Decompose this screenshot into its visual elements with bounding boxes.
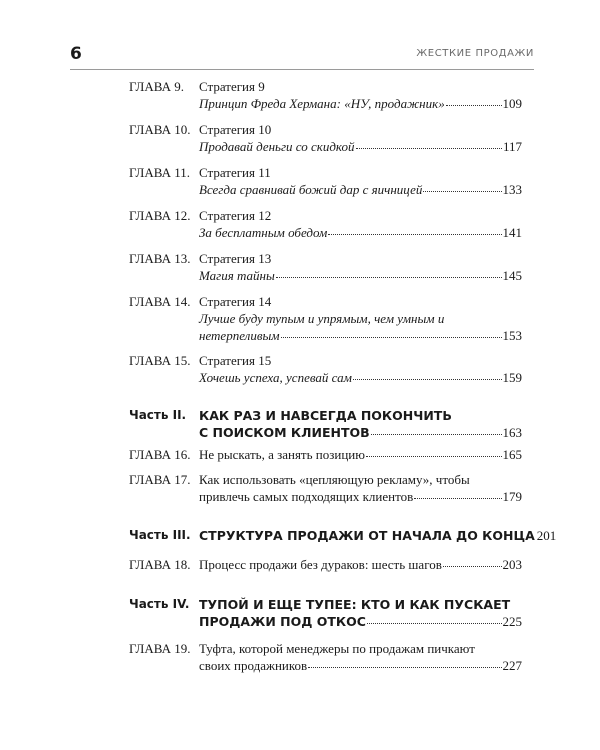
chapter-label: ГЛАВА 17. <box>129 472 191 487</box>
page-ref: 203 <box>502 557 522 572</box>
chapter-subtitle: Всегда сравнивай божий дар с яичницей <box>199 182 423 197</box>
chapter-subtitle: Магия тайны <box>199 268 275 283</box>
page-ref: 145 <box>502 268 522 283</box>
chapter-title: Стратегия 11 <box>199 165 271 180</box>
page-number: 6 <box>70 44 82 64</box>
chapter-title: Стратегия 9 <box>199 79 265 94</box>
page-ref: 227 <box>502 658 522 673</box>
chapter-title: Стратегия 14 <box>199 294 272 309</box>
chapter-label: ГЛАВА 14. <box>129 294 191 309</box>
chapter-body <box>199 293 522 344</box>
page-ref: 109 <box>502 96 522 111</box>
page-ref: 225 <box>502 614 522 629</box>
chapter-title-cont: привлечь самых подходящих клиентов <box>199 489 414 504</box>
page-ref: 165 <box>502 447 522 462</box>
chapter-body <box>199 640 522 674</box>
page-ref: 153 <box>502 328 522 343</box>
chapter-title: Стратегия 10 <box>199 122 272 137</box>
chapter-subtitle: Хочешь успеха, успевай сам <box>199 370 352 385</box>
chapter-label: ГЛАВА 16. <box>129 447 191 462</box>
chapter-label: ГЛАВА 13. <box>129 251 191 266</box>
leader-dots <box>414 486 501 499</box>
chapter-label: ГЛАВА 11. <box>129 165 191 180</box>
chapter-body <box>199 352 522 386</box>
chapter-body <box>199 207 522 241</box>
page-ref: 133 <box>502 182 522 197</box>
chapter-subtitle: Продавай деньги со скидкой <box>199 139 355 154</box>
part-body <box>199 596 522 630</box>
chapter-body <box>199 121 522 155</box>
leader-dots <box>276 265 502 278</box>
chapter-label: ГЛАВА 9. <box>129 79 184 94</box>
chapter-label: ГЛАВА 18. <box>129 557 191 572</box>
leader-dots <box>353 367 502 380</box>
chapter-label: ГЛАВА 15. <box>129 353 191 368</box>
part-title: ТУПОЙ И ЕЩЕ ТУПЕЕ: КТО И КАК ПУСКАЕТ <box>199 597 511 612</box>
part-title: СТРУКТУРА ПРОДАЖИ ОТ НАЧАЛА ДО КОНЦА <box>199 528 535 543</box>
chapter-subtitle-cont: нетерпеливым <box>199 328 280 343</box>
page-ref: 159 <box>502 370 522 385</box>
leader-dots <box>371 422 502 435</box>
leader-dots <box>367 611 502 624</box>
part-label: Часть IV. <box>129 597 190 611</box>
page-ref: 163 <box>502 425 522 440</box>
chapter-subtitle: За бесплатным обедом <box>199 225 328 240</box>
part-label: Часть III. <box>129 528 191 542</box>
page-ref: 141 <box>502 225 522 240</box>
chapter-title: Процесс продажи без дураков: шесть шагов <box>199 557 442 572</box>
part-title-cont: С ПОИСКОМ КЛИЕНТОВ <box>199 425 370 440</box>
chapter-title: Не рыскать, а занять позицию <box>199 447 365 462</box>
chapter-subtitle: Принцип Фреда Хермана: «НУ, продажник» <box>199 96 445 111</box>
chapter-body <box>199 446 522 463</box>
chapter-title-cont: своих продажников <box>199 658 308 673</box>
running-head: ЖЕСТКИЕ ПРОДАЖИ <box>416 48 534 59</box>
leader-dots <box>423 179 501 192</box>
chapter-body <box>199 556 522 573</box>
leader-dots <box>328 222 501 235</box>
leader-dots <box>356 136 502 149</box>
chapter-body <box>199 471 522 505</box>
leader-dots <box>366 444 502 457</box>
leader-dots <box>308 655 501 668</box>
chapter-body <box>199 164 522 198</box>
chapter-title: Стратегия 12 <box>199 208 272 223</box>
leader-dots <box>281 325 502 338</box>
chapter-title: Стратегия 15 <box>199 353 272 368</box>
chapter-title: Туфта, которой менеджеры по продажам пичкают <box>199 641 475 656</box>
chapter-body <box>199 78 522 112</box>
chapter-subtitle: Лучше буду тупым и упрямым, чем умным и <box>199 311 445 326</box>
chapter-label: ГЛАВА 12. <box>129 208 191 223</box>
part-title: КАК РАЗ И НАВСЕГДА ПОКОНЧИТЬ <box>199 408 452 423</box>
page-ref: 117 <box>502 139 522 154</box>
part-body <box>199 407 522 441</box>
part-label: Часть II. <box>129 408 187 422</box>
chapter-title: Как использовать «цепляющую рекламу», чтобы <box>199 472 470 487</box>
page-ref: 179 <box>502 489 522 504</box>
chapter-title: Стратегия 13 <box>199 251 272 266</box>
chapter-label: ГЛАВА 10. <box>129 122 191 137</box>
chapter-label: ГЛАВА 19. <box>129 641 191 656</box>
leader-dots <box>446 93 502 106</box>
part-title-cont: ПРОДАЖИ ПОД ОТКОС <box>199 614 366 629</box>
chapter-body <box>199 250 522 284</box>
part-body <box>199 527 557 544</box>
page-ref: 201 <box>536 528 557 543</box>
leader-dots <box>443 554 502 567</box>
